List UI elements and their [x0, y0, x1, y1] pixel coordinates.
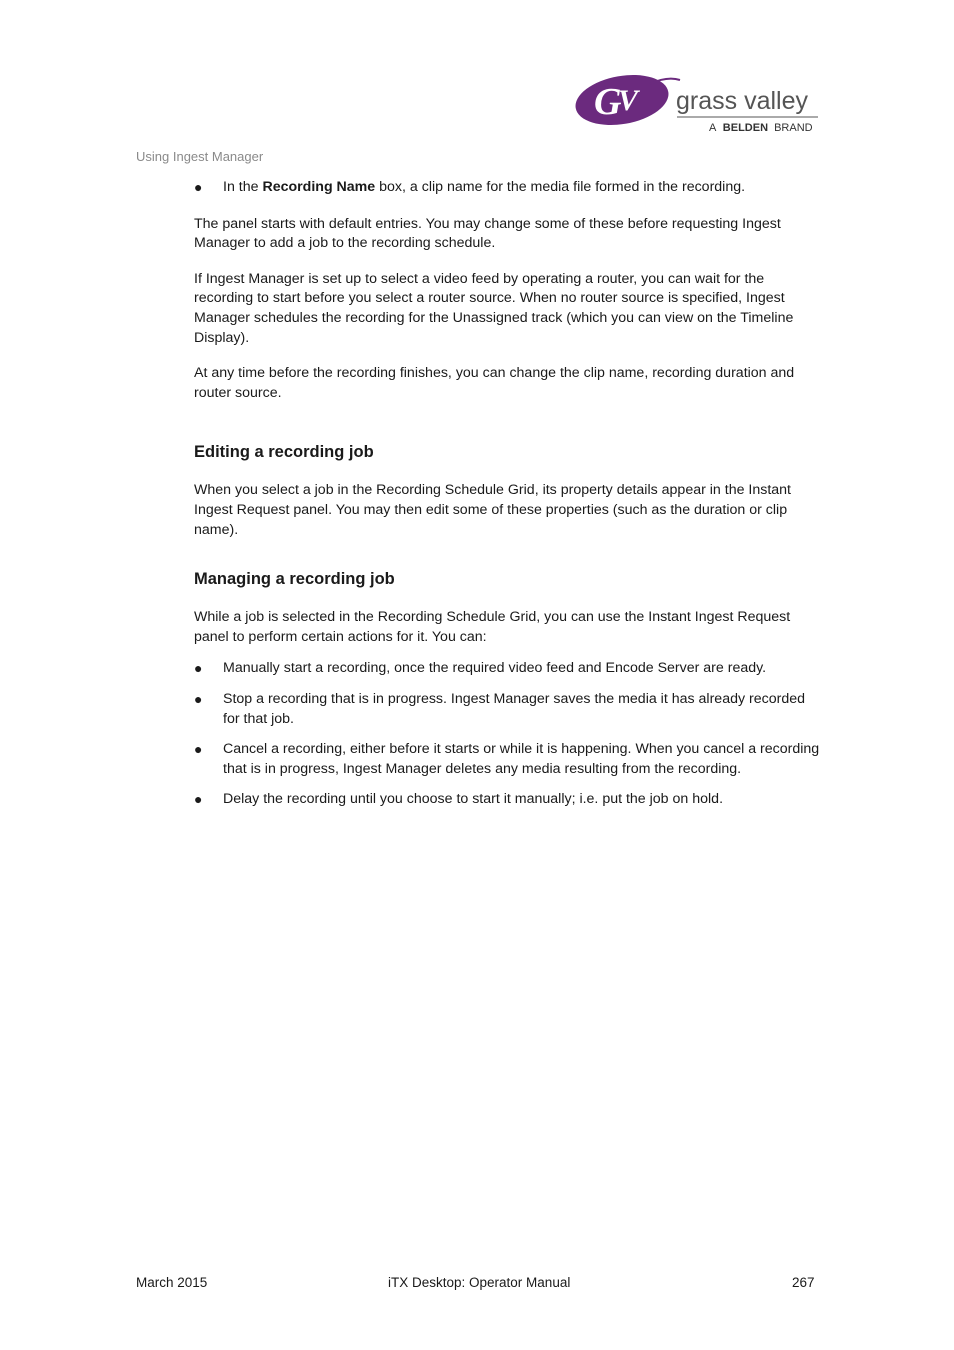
footer-date: March 2015 — [136, 1275, 208, 1290]
paragraph-editing-job: When you select a job in the Recording Schedule Grid, its property details appear in the Instant Ingest Request panel. You may then edit some of these properties (such as the duration or clip name). — [194, 482, 792, 538]
paragraph-router-source: If Ingest Manager is set up to select a video feed by operating a router, you can wait for the recording to start before you select a router source. When no router source is specified, Ingest Manager schedules the recording for the Unassigned track (which you can view on the Timeline Display). — [194, 270, 794, 346]
bullet-dot: ● — [194, 791, 203, 808]
logo-wordmark: grass valley — [676, 87, 808, 115]
svg-text:A BELDEN BRAND — [709, 122, 813, 134]
list-item — [194, 659, 820, 679]
recording-name-term: Recording Name — [262, 179, 376, 195]
svg-text:V: V — [618, 84, 639, 117]
grass-valley-logo — [572, 70, 822, 136]
logo-tagline-suffix: BRAND — [774, 122, 813, 134]
footer-page-number: 267 — [792, 1275, 815, 1290]
footer-title: iTX Desktop: Operator Manual — [388, 1275, 571, 1290]
list-item — [194, 690, 820, 729]
bullet-stop-recording: Stop a recording that is in progress. Ingest Manager saves the media it has already recorded for that job. — [223, 690, 806, 727]
intro-bullet — [194, 178, 820, 198]
paragraph-change-anytime: At any time before the recording finishes, you can change the clip name, recording duration and router source. — [194, 365, 795, 401]
bullet-cancel-recording: Cancel a recording, either before it starts or while it is happening. When you cancel a recording that is in progress, Ingest Manager deletes any media resulting from the recording. — [223, 741, 820, 777]
logo-tagline-brand: BELDEN — [722, 122, 769, 134]
heading-managing-job: Managing a recording job — [194, 570, 395, 589]
bullet-start-recording: Manually start a recording, once the required video feed and Encode Server are ready. — [223, 660, 767, 677]
paragraph-panel-defaults: The panel starts with default entries. You may change some of these before requesting Ingest Manager to add a job to the recording schedule. — [194, 215, 781, 252]
list-item — [194, 790, 820, 810]
bullet-delay-recording: Delay the recording until you choose to start it manually; i.e. put the job on hold. — [223, 791, 724, 808]
bullet-dot: ● — [194, 690, 203, 707]
heading-editing-job: Editing a recording job — [194, 443, 374, 462]
section-label: Using Ingest Manager — [136, 149, 264, 164]
bullet-dot: ● — [194, 179, 203, 195]
svg-text:G: G — [594, 81, 622, 123]
list-item — [194, 740, 820, 779]
paragraph-managing-job: While a job is selected in the Recording Schedule Grid, you can use the Instant Ingest Request panel to perform certain actions for it. You can: — [194, 609, 791, 645]
bullet-dot: ● — [194, 660, 203, 677]
logo-tagline-prefix: A — [709, 122, 716, 134]
intro-bullet-prefix: In the — [223, 179, 263, 195]
page-content — [194, 178, 820, 821]
intro-bullet-suffix: box, a clip name for the media file formed in the recording. — [375, 179, 746, 195]
bullet-dot: ● — [194, 741, 203, 758]
